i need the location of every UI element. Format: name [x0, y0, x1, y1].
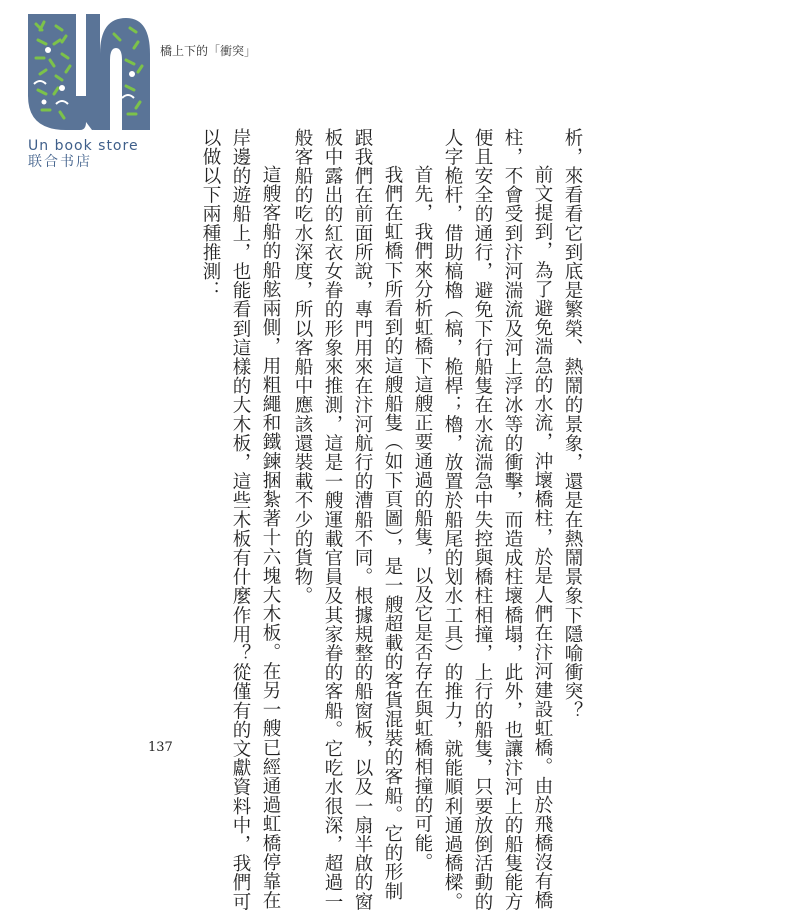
text-column: 般客船的吃水深度，所以客船中應該還裝載不少的貨物。 [292, 128, 313, 606]
text-column: 這艘客船的船舷兩側，用粗繩和鐵鍊捆紮著十六塊大木板。在另一艘已經通過虹橋停靠在 [260, 165, 281, 910]
store-logo [26, 14, 156, 170]
logo-caption [28, 138, 168, 170]
logo-caption-english: Un book store [28, 138, 139, 154]
text-column: 析，來看看它到底是繁榮、熱鬧的景象，還是在熱鬧景象下隱喻衝突？ [562, 128, 583, 721]
running-head: 橋上下的「衝突」 [160, 44, 257, 58]
text-column: 岸邊的遊船上，也能看到這樣的大木板，這些木板有什麼作用？從僅有的文獻資料中，我們可 [230, 128, 251, 911]
page-number: 137 [148, 740, 173, 755]
logo-caption-chinese: 联合书店 [28, 154, 92, 170]
text-column: 前文提到，為了避免湍急的水流，沖壞橋柱，於是人們在汴河建設虹橋。由於飛橋沒有橋 [532, 165, 553, 910]
text-column: 柱，不會受到汴河湍流及河上浮冰等的衝擊，而造成柱壞橋塌，此外，也讓汴河上的船隻能方 [502, 128, 523, 911]
text-column: 板中露出的紅衣女眷的形象來推測，這是一艘運載官員及其家眷的客船。它吃水很深，超過一 [322, 128, 343, 911]
text-column: 人字桅杆，借助槁櫓（槁，桅桿；櫓，放置於船尾的划水工具）的推力，就能順利通過橋樑。 [442, 128, 463, 911]
text-column: 我們在虹橋下所看到的這艘船隻（如下頁圖），是一艘超載的客貨混裝的客船。它的形制 [382, 165, 403, 901]
logo-u-mark [26, 14, 150, 132]
text-column: 首先，我們來分析虹橋下這艘正要通過的船隻，以及它是否存在與虹橋相撞的可能。 [412, 165, 433, 872]
text-column: 跟我們在前面所說，專門用來在汴河航行的漕船不同。根據規整的船窗板，以及一扇半啟的窗 [352, 128, 373, 911]
text-column: 以做以下兩種推測： [200, 128, 221, 300]
text-column: 便且安全的通行，避免下行船隻在水流湍急中失控與橋柱相撞，上行的船隻，只要放倒活動的 [472, 128, 493, 911]
